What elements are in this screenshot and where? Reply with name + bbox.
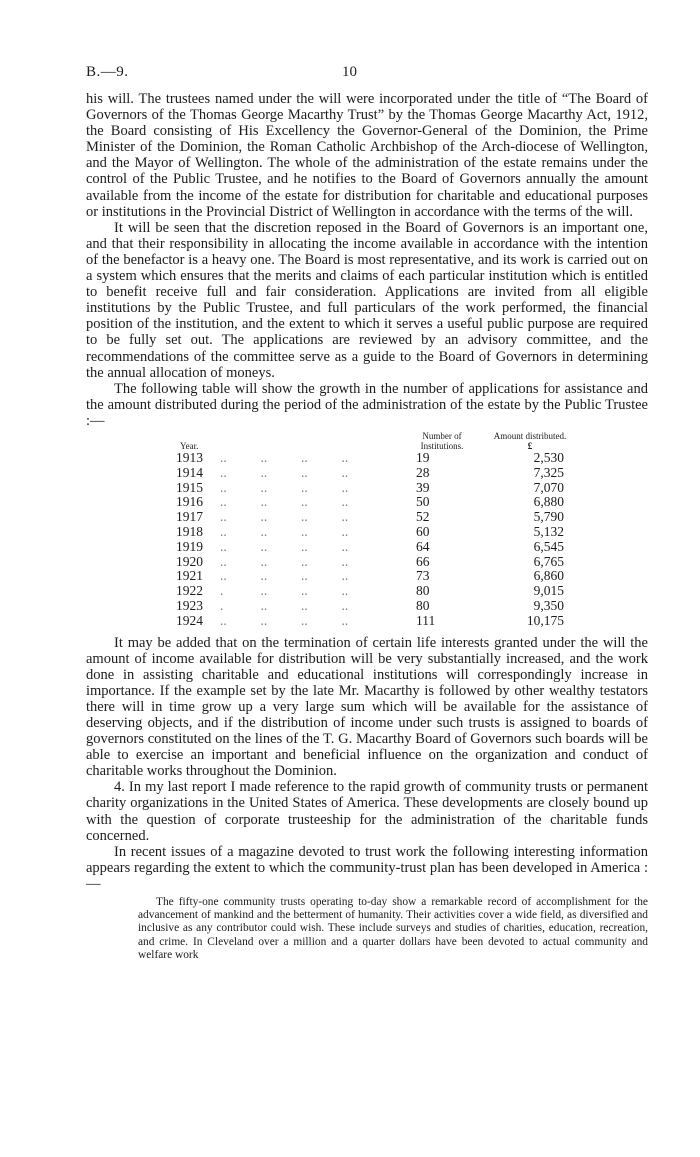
table-row <box>176 569 578 584</box>
year-cell <box>176 555 402 570</box>
column-header-institutions: Number of Institutions. <box>420 430 464 451</box>
table-row <box>176 555 578 570</box>
year-cell <box>176 481 402 496</box>
table-row <box>176 510 578 525</box>
table-row <box>176 599 578 614</box>
amount-cell: 2,530 <box>533 449 564 465</box>
year-value: 1917 <box>176 509 203 525</box>
amount-cell: 6,880 <box>533 494 564 510</box>
amount-cell: 6,860 <box>533 568 564 584</box>
amount-cell: 7,070 <box>533 479 564 495</box>
page-header <box>86 64 648 84</box>
document-reference: B.—9. <box>86 64 129 80</box>
dot-leaders: .. .. .. .. <box>220 612 349 628</box>
dot-leaders: .. .. .. .. <box>220 464 349 480</box>
year-cell <box>176 540 402 555</box>
year-value: 1914 <box>176 464 203 480</box>
dot-leaders: .. .. .. .. <box>220 553 349 569</box>
institutions-cell: 50 <box>416 494 430 510</box>
institutions-cell: 80 <box>416 597 430 613</box>
column-header-year: Year. <box>180 440 199 451</box>
amount-cell: 10,175 <box>526 612 564 628</box>
year-cell <box>176 510 402 525</box>
amount-cell: 5,132 <box>533 523 564 539</box>
dot-leaders: .. .. .. .. <box>220 449 349 465</box>
dot-leaders: .. .. .. .. <box>220 568 349 584</box>
table-row <box>176 451 578 466</box>
year-value: 1924 <box>176 612 203 628</box>
year-cell <box>176 525 402 540</box>
paragraph-community-trusts: 4. In my last report I made reference to the rapid growth of community trusts or permanent charity organizations in the United States of America. These developments are closely bound up with the question of corporate trusteeship for the administration of the charitable funds concerned. <box>86 779 648 844</box>
amount-cell: 7,325 <box>533 464 564 480</box>
paragraph-table-intro: The following table will show the growth in the number of applications for assistance and the amount distributed during the period of the administration of the estate by the Public Trustee :— <box>86 380 648 429</box>
paragraph-board-of-governors: his will. The trustees named under the will were incorporated under the title of “The Board of Governors of the Thomas George Macarthy Trust” by the Thomas George Macarthy Act, 1912, the Board consisting of His Excellency the Governor-General of the Dominion, the Prime Minister of the Dominion, the Roman Catholic Archbishop of the Arch-diocese of Wellington, and the Mayor of Wellington. The whole of the administration of the estate remains under the control of the Public Trustee, and he notifies to the Board of Governors annually the amount available from the income of the estate for distribution for charitable and educational purposes or institutions in the Provincial District of Wellington in accordance with the terms of the will. <box>86 91 648 220</box>
table-row <box>176 466 578 481</box>
institutions-cell: 66 <box>416 553 430 569</box>
institutions-cell: 73 <box>416 568 430 584</box>
page-body <box>86 91 648 962</box>
institutions-cell: 60 <box>416 523 430 539</box>
year-cell <box>176 451 402 466</box>
year-cell <box>176 614 402 629</box>
amount-cell: 9,350 <box>533 597 564 613</box>
quoted-passage: The fifty-one community trusts operating to-day show a remarkable record of accomplishment for the advancement of mankind and the betterment of humanity. Their activities cover a wide field, as diversified and inclusive as any contributor could wish. These include surveys and studies of charities, education, recreation, and crime. In Cleveland over a million and a quarter dollars have been devoted to actual community and welfare work <box>138 896 648 961</box>
table-row <box>176 525 578 540</box>
table-header-row <box>176 431 578 451</box>
table-row <box>176 584 578 599</box>
institutions-cell: 111 <box>416 612 436 628</box>
dot-leaders: .. .. .. .. <box>220 538 349 554</box>
year-value: 1918 <box>176 523 203 539</box>
dot-leaders: . .. .. .. <box>220 597 349 613</box>
column-header-amount <box>482 431 578 451</box>
institutions-cell: 39 <box>416 479 430 495</box>
table-row <box>176 614 578 629</box>
dot-leaders: .. .. .. .. <box>220 523 349 539</box>
paragraph-magazine: In recent issues of a magazine devoted to trust work the following interesting information appears regarding the extent to which the community-trust plan has been developed in America :— <box>86 843 648 892</box>
year-value: 1915 <box>176 479 203 495</box>
year-cell <box>176 466 402 481</box>
year-cell <box>176 569 402 584</box>
table-row <box>176 481 578 496</box>
institutions-cell: 52 <box>416 509 430 525</box>
year-value: 1916 <box>176 494 203 510</box>
paragraph-life-interests: It may be added that on the termination of certain life interests granted under the will the amount of income available for distribution will be very substantially increased, and the work done in assisting charitable and educational institutions will correspondingly increase in importance. If the example set by the late Mr. Macarthy is followed by other wealthy testators there will in time grow up a very large sum which will be available for the assistance of deserving objects, and if the distribution of income under such trusts is assigned to boards of governors constituted on the lines of the T. G. Macarthy Board of Governors such boards will be able to exercise an important and beneficial influence on the organization and conduct of charitable works throughout the Dominion. <box>86 634 648 780</box>
page-number: 10 <box>342 64 357 80</box>
pound-sign: £ <box>527 440 533 451</box>
year-value: 1923 <box>176 597 203 613</box>
amount-cell: 6,765 <box>533 553 564 569</box>
institutions-cell: 80 <box>416 583 430 599</box>
year-value: 1921 <box>176 568 203 584</box>
institutions-cell: 28 <box>416 464 430 480</box>
growth-table <box>176 431 578 629</box>
year-cell <box>176 495 402 510</box>
dot-leaders: .. .. .. .. <box>220 494 349 510</box>
amount-cell: 6,545 <box>533 538 564 554</box>
year-value: 1913 <box>176 449 203 465</box>
dot-leaders: . .. .. .. <box>220 583 349 599</box>
year-value: 1920 <box>176 553 203 569</box>
table-row <box>176 495 578 510</box>
amount-cell: 9,015 <box>533 583 564 599</box>
year-cell <box>176 584 402 599</box>
column-header-amount-label: Amount distributed. <box>493 430 567 441</box>
paragraph-discretion: It will be seen that the discretion reposed in the Board of Governors is an important one, and that their responsibility in allocating the income available in accordance with the intention of the benefactor is a heavy one. The Board is most representative, and its work is carried out on a system which ensures that the merits and claims of each particular institution which is entitled to benefit receive full and fair consideration. Applications are invited from all eligible institutions by the Public Trustee, and full particulars of the work performed, the financial position of the institution, and the extent to which it serves a useful public purpose are required to be fully set out. The applications are reviewed by an advisory committee, and the recommendations of the committee serve as a guide to the Board of Governors in determining the annual allocation of moneys. <box>86 219 648 381</box>
institutions-cell: 19 <box>416 449 430 465</box>
amount-cell: 5,790 <box>533 509 564 525</box>
dot-leaders: .. .. .. .. <box>220 509 349 525</box>
year-value: 1922 <box>176 583 203 599</box>
year-value: 1919 <box>176 538 203 554</box>
institutions-cell: 64 <box>416 538 430 554</box>
dot-leaders: .. .. .. .. <box>220 479 349 495</box>
table-row <box>176 540 578 555</box>
year-cell <box>176 599 402 614</box>
